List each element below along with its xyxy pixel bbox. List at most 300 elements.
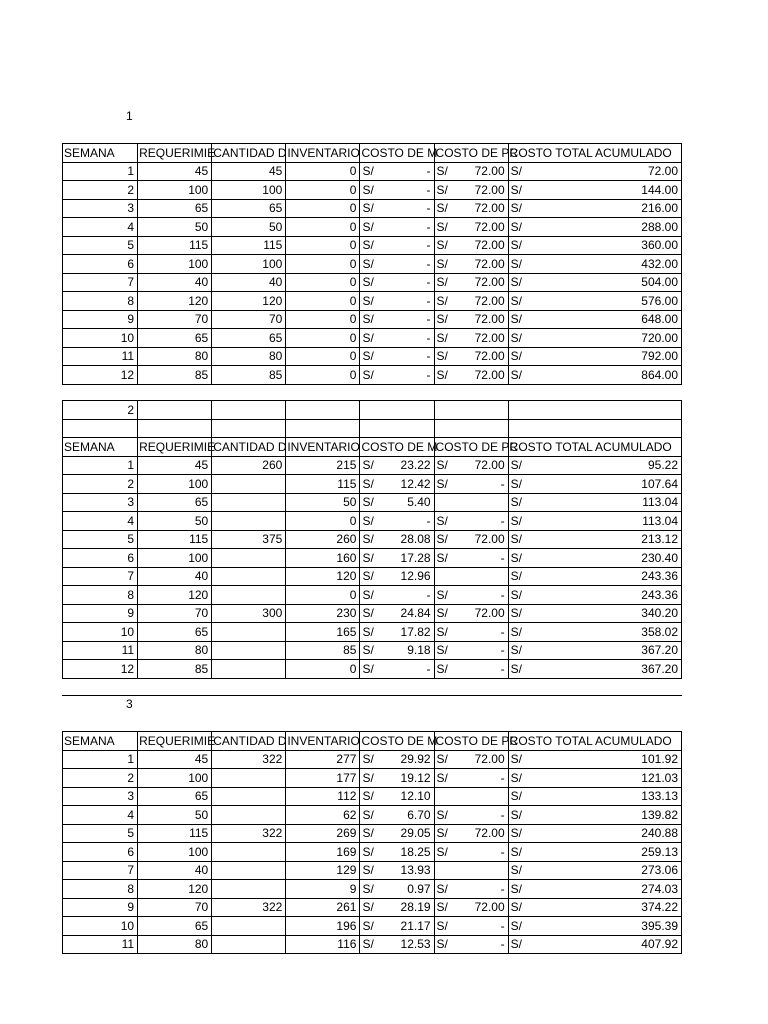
cell-costo-mantener[interactable] <box>360 806 434 825</box>
cell-requerimiento[interactable]: 40 <box>138 567 212 586</box>
cell-semana[interactable]: 1 <box>63 456 138 475</box>
cell-semana[interactable]: 8 <box>63 292 138 311</box>
empty-cell[interactable] <box>286 401 360 420</box>
cell-costo-mantener[interactable] <box>360 273 434 292</box>
cell-costo-mantener[interactable] <box>360 218 434 237</box>
cell-cantidad[interactable]: 375 <box>212 530 286 549</box>
cell-inventario[interactable]: 85 <box>286 641 360 660</box>
cell-cantidad[interactable]: 45 <box>212 162 286 181</box>
cell-inventario[interactable]: 260 <box>286 530 360 549</box>
cell-costo-pedido[interactable] <box>434 750 508 769</box>
header-costo-pedido[interactable]: COSTO DE PR <box>434 438 508 457</box>
cell-inventario[interactable]: 50 <box>286 493 360 512</box>
cell-inventario[interactable]: 0 <box>286 273 360 292</box>
cell-inventario[interactable]: 129 <box>286 861 360 880</box>
cell-costo-total[interactable] <box>508 769 681 788</box>
empty-cell[interactable] <box>138 401 212 420</box>
cell-inventario[interactable]: 115 <box>286 475 360 494</box>
empty-cell[interactable] <box>360 419 434 438</box>
cell-requerimiento[interactable]: 80 <box>138 641 212 660</box>
cell-semana[interactable]: 11 <box>63 935 138 954</box>
cell-costo-total[interactable] <box>508 236 681 255</box>
cell-semana[interactable]: 4 <box>63 806 138 825</box>
empty-cell[interactable] <box>434 401 508 420</box>
cell-costo-mantener[interactable] <box>360 843 434 862</box>
amount: 72.00 <box>474 275 505 290</box>
cell-semana[interactable]: 3 <box>63 493 138 512</box>
cell-costo-mantener[interactable] <box>360 750 434 769</box>
cell-costo-pedido[interactable] <box>434 567 508 586</box>
cell-costo-total[interactable] <box>508 824 681 843</box>
cell-costo-pedido[interactable] <box>434 623 508 642</box>
currency-symbol: S/ <box>362 661 374 676</box>
cell-cantidad[interactable] <box>212 586 286 605</box>
empty-cell[interactable] <box>286 419 360 438</box>
cell-costo-pedido[interactable] <box>434 641 508 660</box>
cell-costo-total[interactable] <box>508 880 681 899</box>
cell-costo-pedido[interactable] <box>434 199 508 218</box>
cell-costo-mantener[interactable] <box>360 255 434 274</box>
header-semana[interactable]: SEMANA <box>63 438 138 457</box>
cell-semana[interactable]: 6 <box>63 843 138 862</box>
header-costo-pedido[interactable]: COSTO DE PR <box>434 732 508 751</box>
cell-costo-pedido[interactable] <box>434 512 508 531</box>
cell-costo-pedido[interactable] <box>434 806 508 825</box>
cell-cantidad[interactable]: 322 <box>212 898 286 917</box>
cell-semana[interactable]: 11 <box>63 641 138 660</box>
cell-inventario[interactable]: 230 <box>286 604 360 623</box>
table-row <box>63 475 682 494</box>
cell-semana[interactable]: 5 <box>63 236 138 255</box>
header-cantidad[interactable]: CANTIDAD D <box>212 732 286 751</box>
cell-costo-total[interactable] <box>508 475 681 494</box>
empty-cell[interactable] <box>212 419 286 438</box>
currency-symbol: S/ <box>510 550 522 565</box>
cell-costo-total[interactable] <box>508 218 681 237</box>
cell-costo-mantener[interactable] <box>360 162 434 181</box>
cell-costo-mantener[interactable] <box>360 567 434 586</box>
amount: 19.12 <box>400 770 431 785</box>
cell-semana[interactable]: 5 <box>63 530 138 549</box>
cell-cantidad[interactable] <box>212 475 286 494</box>
cell-costo-pedido[interactable] <box>434 549 508 568</box>
cell-costo-pedido[interactable] <box>434 843 508 862</box>
cell-semana[interactable]: 9 <box>63 310 138 329</box>
cell-costo-total[interactable] <box>508 181 681 200</box>
amount: 243.36 <box>641 587 678 602</box>
cell-costo-pedido[interactable] <box>434 917 508 936</box>
cell-costo-mantener[interactable] <box>360 586 434 605</box>
cell-costo-total[interactable] <box>508 843 681 862</box>
header-costo-total[interactable]: COSTO TOTAL ACUMULADO <box>508 732 681 751</box>
cell-cantidad[interactable]: 65 <box>212 199 286 218</box>
header-costo-pedido[interactable]: COSTO DE PR <box>434 144 508 163</box>
cell-cantidad[interactable] <box>212 843 286 862</box>
currency-symbol: S/ <box>362 569 374 584</box>
cell-costo-pedido[interactable] <box>434 787 508 806</box>
header-cantidad[interactable]: CANTIDAD D <box>212 438 286 457</box>
cell-inventario[interactable]: 120 <box>286 567 360 586</box>
cell-costo-mantener[interactable] <box>360 549 434 568</box>
header-requerimiento[interactable]: REQUERIMIE <box>138 144 212 163</box>
cell-cantidad[interactable] <box>212 917 286 936</box>
cell-requerimiento[interactable]: 45 <box>138 456 212 475</box>
cell-requerimiento[interactable]: 70 <box>138 898 212 917</box>
cell-requerimiento[interactable]: 65 <box>138 329 212 348</box>
cell-costo-mantener[interactable] <box>360 475 434 494</box>
cell-requerimiento[interactable]: 115 <box>138 824 212 843</box>
cell-requerimiento[interactable]: 45 <box>138 750 212 769</box>
section-2-label[interactable]: 2 <box>63 401 138 420</box>
header-inventario[interactable]: INVENTARIO <box>286 732 360 751</box>
cell-costo-total[interactable] <box>508 586 681 605</box>
cell-semana[interactable]: 8 <box>63 880 138 899</box>
cell-costo-mantener[interactable] <box>360 623 434 642</box>
currency-symbol: S/ <box>362 550 374 565</box>
cell-inventario[interactable]: 0 <box>286 292 360 311</box>
cell-cantidad[interactable]: 115 <box>212 236 286 255</box>
cell-semana[interactable]: 7 <box>63 861 138 880</box>
cell-costo-mantener[interactable] <box>360 347 434 366</box>
cell-cantidad[interactable] <box>212 623 286 642</box>
cell-costo-total[interactable] <box>508 530 681 549</box>
cell-requerimiento[interactable]: 70 <box>138 310 212 329</box>
cell-inventario[interactable]: 116 <box>286 935 360 954</box>
cell-costo-total[interactable] <box>508 660 681 679</box>
cell-requerimiento[interactable]: 50 <box>138 512 212 531</box>
cell-costo-pedido[interactable] <box>434 880 508 899</box>
cell-costo-pedido[interactable] <box>434 824 508 843</box>
cell-costo-total[interactable] <box>508 861 681 880</box>
empty-cell[interactable] <box>360 401 434 420</box>
cell-costo-mantener[interactable] <box>360 329 434 348</box>
cell-requerimiento[interactable]: 65 <box>138 623 212 642</box>
cell-semana[interactable]: 1 <box>63 750 138 769</box>
cell-costo-pedido[interactable] <box>434 604 508 623</box>
cell-costo-pedido[interactable] <box>434 586 508 605</box>
cell-requerimiento[interactable]: 120 <box>138 880 212 899</box>
cell-requerimiento[interactable]: 120 <box>138 586 212 605</box>
cell-inventario[interactable]: 0 <box>286 366 360 385</box>
cell-semana[interactable]: 2 <box>63 769 138 788</box>
cell-inventario[interactable]: 160 <box>286 549 360 568</box>
cell-semana[interactable]: 3 <box>63 787 138 806</box>
cell-costo-pedido[interactable] <box>434 181 508 200</box>
header-costo-mantener[interactable]: COSTO DE M <box>360 438 434 457</box>
cell-costo-total[interactable] <box>508 898 681 917</box>
cell-costo-pedido[interactable] <box>434 273 508 292</box>
cell-cantidad[interactable]: 50 <box>212 218 286 237</box>
cell-costo-mantener[interactable] <box>360 641 434 660</box>
cell-costo-pedido[interactable] <box>434 530 508 549</box>
cell-inventario[interactable]: 0 <box>286 660 360 679</box>
cell-requerimiento[interactable]: 45 <box>138 162 212 181</box>
cell-cantidad[interactable] <box>212 787 286 806</box>
cell-costo-total[interactable] <box>508 623 681 642</box>
cell-requerimiento[interactable]: 65 <box>138 787 212 806</box>
cell-inventario[interactable]: 277 <box>286 750 360 769</box>
cell-cantidad[interactable] <box>212 935 286 954</box>
cell-inventario[interactable]: 0 <box>286 329 360 348</box>
cell-semana[interactable]: 9 <box>63 604 138 623</box>
cell-semana[interactable]: 10 <box>63 623 138 642</box>
header-costo-total[interactable]: COSTO TOTAL ACUMULADO <box>508 144 681 163</box>
cell-costo-mantener[interactable] <box>360 917 434 936</box>
table-row <box>63 255 682 274</box>
cell-requerimiento[interactable]: 50 <box>138 806 212 825</box>
cell-semana[interactable]: 12 <box>63 660 138 679</box>
cell-costo-pedido[interactable] <box>434 898 508 917</box>
cell-costo-pedido[interactable] <box>434 162 508 181</box>
cell-costo-total[interactable] <box>508 567 681 586</box>
cell-inventario[interactable]: 0 <box>286 255 360 274</box>
cell-costo-pedido[interactable] <box>434 769 508 788</box>
cell-semana[interactable]: 7 <box>63 567 138 586</box>
cell-costo-total[interactable] <box>508 493 681 512</box>
cell-costo-total[interactable] <box>508 806 681 825</box>
section-2-table <box>62 400 682 679</box>
table-row <box>63 329 682 348</box>
cell-costo-mantener[interactable] <box>360 199 434 218</box>
cell-semana[interactable]: 5 <box>63 824 138 843</box>
cell-inventario[interactable]: 0 <box>286 218 360 237</box>
cell-costo-total[interactable] <box>508 456 681 475</box>
header-costo-mantener[interactable]: COSTO DE M <box>360 144 434 163</box>
cell-inventario[interactable]: 0 <box>286 162 360 181</box>
cell-costo-mantener[interactable] <box>360 604 434 623</box>
cell-cantidad[interactable]: 322 <box>212 750 286 769</box>
cell-inventario[interactable]: 0 <box>286 199 360 218</box>
cell-costo-total[interactable] <box>508 549 681 568</box>
cell-requerimiento[interactable]: 80 <box>138 935 212 954</box>
cell-costo-mantener[interactable] <box>360 880 434 899</box>
cell-cantidad[interactable]: 322 <box>212 824 286 843</box>
cell-inventario[interactable]: 196 <box>286 917 360 936</box>
cell-cantidad[interactable] <box>212 861 286 880</box>
cell-semana[interactable]: 4 <box>63 512 138 531</box>
cell-inventario[interactable]: 169 <box>286 843 360 862</box>
cell-semana[interactable]: 11 <box>63 347 138 366</box>
cell-costo-mantener[interactable] <box>360 861 434 880</box>
cell-requerimiento[interactable]: 100 <box>138 181 212 200</box>
cell-costo-pedido[interactable] <box>434 366 508 385</box>
cell-costo-mantener[interactable] <box>360 512 434 531</box>
amount: 24.84 <box>400 606 431 621</box>
cell-requerimiento[interactable]: 65 <box>138 493 212 512</box>
cell-requerimiento[interactable]: 85 <box>138 660 212 679</box>
cell-costo-total[interactable] <box>508 366 681 385</box>
cell-semana[interactable]: 10 <box>63 917 138 936</box>
cell-inventario[interactable]: 0 <box>286 181 360 200</box>
cell-costo-total[interactable] <box>508 310 681 329</box>
header-semana[interactable]: SEMANA <box>63 732 138 751</box>
header-costo-mantener[interactable]: COSTO DE M <box>360 732 434 751</box>
cell-inventario[interactable]: 0 <box>286 512 360 531</box>
cell-costo-pedido[interactable] <box>434 347 508 366</box>
cell-cantidad[interactable]: 85 <box>212 366 286 385</box>
cell-requerimiento[interactable]: 85 <box>138 366 212 385</box>
cell-inventario[interactable]: 261 <box>286 898 360 917</box>
cell-costo-mantener[interactable] <box>360 181 434 200</box>
cell-costo-pedido[interactable] <box>434 935 508 954</box>
cell-cantidad[interactable] <box>212 769 286 788</box>
cell-cantidad[interactable] <box>212 660 286 679</box>
cell-requerimiento[interactable]: 120 <box>138 292 212 311</box>
header-cantidad[interactable]: CANTIDAD D <box>212 144 286 163</box>
cell-semana[interactable]: 1 <box>63 162 138 181</box>
cell-inventario[interactable]: 112 <box>286 787 360 806</box>
cell-costo-pedido[interactable] <box>434 456 508 475</box>
cell-cantidad[interactable] <box>212 493 286 512</box>
empty-cell[interactable] <box>138 419 212 438</box>
cell-requerimiento[interactable]: 40 <box>138 273 212 292</box>
cell-cantidad[interactable]: 100 <box>212 255 286 274</box>
cell-inventario[interactable]: 0 <box>286 236 360 255</box>
empty-cell[interactable] <box>212 401 286 420</box>
cell-costo-pedido[interactable] <box>434 660 508 679</box>
cell-semana[interactable]: 2 <box>63 475 138 494</box>
amount: - <box>500 643 505 658</box>
cell-costo-pedido[interactable] <box>434 493 508 512</box>
header-requerimiento[interactable]: REQUERIMIE <box>138 438 212 457</box>
cell-requerimiento[interactable]: 100 <box>138 843 212 862</box>
table-row <box>63 880 682 899</box>
cell-costo-total[interactable] <box>508 292 681 311</box>
cell-costo-total[interactable] <box>508 641 681 660</box>
cell-cantidad[interactable] <box>212 567 286 586</box>
cell-costo-mantener[interactable] <box>360 456 434 475</box>
cell-costo-total[interactable] <box>508 750 681 769</box>
cell-costo-mantener[interactable] <box>360 898 434 917</box>
cell-costo-mantener[interactable] <box>360 292 434 311</box>
cell-requerimiento[interactable]: 100 <box>138 255 212 274</box>
cell-semana[interactable]: 9 <box>63 898 138 917</box>
cell-semana[interactable]: 3 <box>63 199 138 218</box>
cell-inventario[interactable]: 0 <box>286 586 360 605</box>
cell-costo-total[interactable] <box>508 787 681 806</box>
cell-costo-total[interactable] <box>508 935 681 954</box>
cell-costo-mantener[interactable] <box>360 824 434 843</box>
cell-requerimiento[interactable]: 65 <box>138 199 212 218</box>
cell-inventario[interactable]: 62 <box>286 806 360 825</box>
empty-cell[interactable] <box>508 419 681 438</box>
cell-inventario[interactable]: 269 <box>286 824 360 843</box>
cell-costo-total[interactable] <box>508 917 681 936</box>
cell-requerimiento[interactable]: 65 <box>138 917 212 936</box>
cell-costo-mantener[interactable] <box>360 366 434 385</box>
cell-costo-pedido[interactable] <box>434 310 508 329</box>
cell-cantidad[interactable] <box>212 512 286 531</box>
cell-costo-pedido[interactable] <box>434 475 508 494</box>
cell-costo-mantener[interactable] <box>360 530 434 549</box>
empty-cell[interactable] <box>508 401 681 420</box>
cell-costo-pedido[interactable] <box>434 861 508 880</box>
cell-cantidad[interactable] <box>212 806 286 825</box>
header-costo-total[interactable]: COSTO TOTAL ACUMULADO <box>508 438 681 457</box>
currency-symbol: S/ <box>362 900 374 915</box>
header-inventario[interactable]: INVENTARIO <box>286 438 360 457</box>
cell-costo-pedido[interactable] <box>434 255 508 274</box>
cell-cantidad[interactable]: 300 <box>212 604 286 623</box>
amount: 72.00 <box>474 752 505 767</box>
cell-semana[interactable]: 4 <box>63 218 138 237</box>
cell-requerimiento[interactable]: 50 <box>138 218 212 237</box>
cell-cantidad[interactable]: 70 <box>212 310 286 329</box>
cell-costo-pedido[interactable] <box>434 329 508 348</box>
header-requerimiento[interactable]: REQUERIMIE <box>138 732 212 751</box>
cell-costo-total[interactable] <box>508 512 681 531</box>
cell-costo-mantener[interactable] <box>360 935 434 954</box>
cell-costo-mantener[interactable] <box>360 493 434 512</box>
cell-cantidad[interactable]: 40 <box>212 273 286 292</box>
cell-costo-pedido[interactable] <box>434 292 508 311</box>
cell-semana[interactable]: 10 <box>63 329 138 348</box>
cell-semana[interactable]: 6 <box>63 549 138 568</box>
cell-semana[interactable]: 8 <box>63 586 138 605</box>
cell-costo-mantener[interactable] <box>360 787 434 806</box>
cell-costo-pedido[interactable] <box>434 218 508 237</box>
empty-cell[interactable] <box>434 419 508 438</box>
cell-inventario[interactable]: 177 <box>286 769 360 788</box>
cell-requerimiento[interactable]: 100 <box>138 475 212 494</box>
header-semana[interactable]: SEMANA <box>63 144 138 163</box>
cell-requerimiento[interactable]: 115 <box>138 530 212 549</box>
cell-cantidad[interactable] <box>212 641 286 660</box>
cell-costo-total[interactable] <box>508 604 681 623</box>
cell-costo-mantener[interactable] <box>360 660 434 679</box>
cell-inventario[interactable]: 165 <box>286 623 360 642</box>
cell-semana[interactable]: 7 <box>63 273 138 292</box>
cell-inventario[interactable]: 0 <box>286 347 360 366</box>
cell-cantidad[interactable]: 260 <box>212 456 286 475</box>
cell-requerimiento[interactable]: 80 <box>138 347 212 366</box>
cell-inventario[interactable]: 9 <box>286 880 360 899</box>
cell-requerimiento[interactable]: 115 <box>138 236 212 255</box>
cell-costo-total[interactable] <box>508 329 681 348</box>
cell-semana[interactable]: 2 <box>63 181 138 200</box>
cell-cantidad[interactable]: 65 <box>212 329 286 348</box>
cell-costo-total[interactable] <box>508 199 681 218</box>
cell-cantidad[interactable] <box>212 880 286 899</box>
cell-inventario[interactable]: 215 <box>286 456 360 475</box>
cell-costo-pedido[interactable] <box>434 236 508 255</box>
cell-cantidad[interactable]: 80 <box>212 347 286 366</box>
empty-cell[interactable] <box>63 419 138 438</box>
cell-cantidad[interactable]: 100 <box>212 181 286 200</box>
cell-costo-mantener[interactable] <box>360 236 434 255</box>
amount: 113.04 <box>642 513 678 528</box>
cell-requerimiento[interactable]: 100 <box>138 549 212 568</box>
cell-requerimiento[interactable]: 100 <box>138 769 212 788</box>
currency-symbol: S/ <box>510 349 522 364</box>
cell-cantidad[interactable] <box>212 549 286 568</box>
cell-costo-total[interactable] <box>508 273 681 292</box>
cell-semana[interactable]: 6 <box>63 255 138 274</box>
cell-semana[interactable]: 12 <box>63 366 138 385</box>
currency-symbol: S/ <box>362 863 374 878</box>
cell-costo-mantener[interactable] <box>360 310 434 329</box>
cell-costo-mantener[interactable] <box>360 769 434 788</box>
cell-cantidad[interactable]: 120 <box>212 292 286 311</box>
cell-costo-total[interactable] <box>508 347 681 366</box>
cell-requerimiento[interactable]: 70 <box>138 604 212 623</box>
cell-costo-total[interactable] <box>508 255 681 274</box>
amount: 367.20 <box>641 643 678 658</box>
header-inventario[interactable]: INVENTARIO <box>286 144 360 163</box>
cell-costo-total[interactable] <box>508 162 681 181</box>
cell-requerimiento[interactable]: 40 <box>138 861 212 880</box>
cell-inventario[interactable]: 0 <box>286 310 360 329</box>
